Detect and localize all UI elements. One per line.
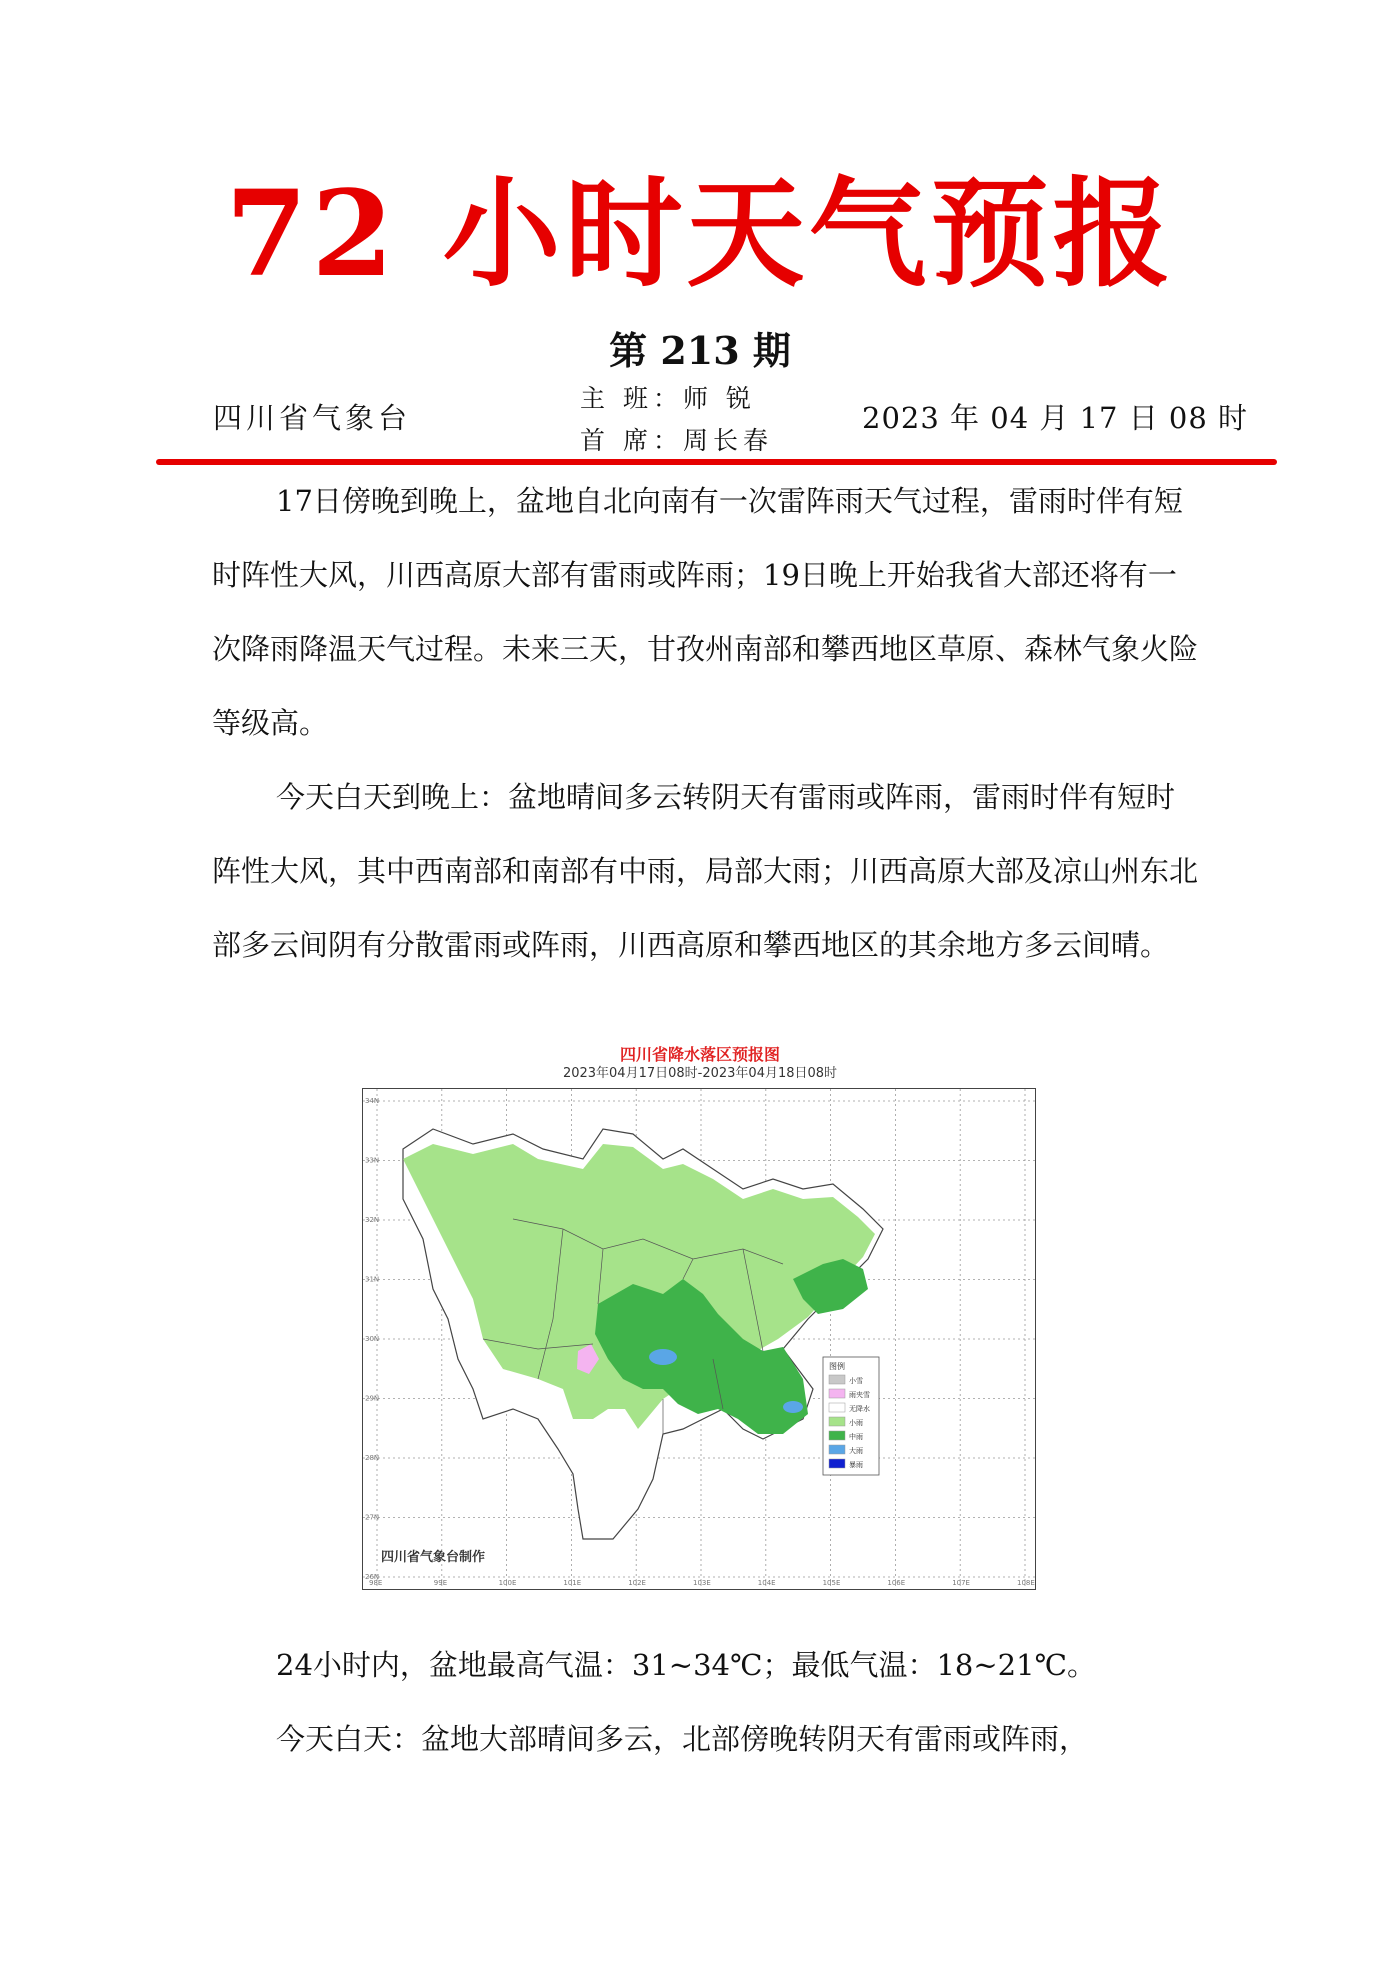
duty-chief: 首 席：周长春 [580, 426, 773, 455]
document-title: 72 小时天气预报 [225, 164, 1175, 303]
map-graphic [363, 1089, 1035, 1589]
lat-tick-label: 33N [365, 1156, 380, 1165]
issue-date: 2023 年 04 月 17 日 08 时 [862, 401, 1249, 435]
legend-swatch [829, 1403, 845, 1412]
lat-tick-label: 26N [365, 1573, 380, 1581]
legend-swatch [829, 1417, 845, 1426]
lat-tick-label: 30N [365, 1335, 380, 1343]
temperature-section [212, 1628, 1202, 1776]
agency-name: 四川省气象台 [213, 401, 412, 435]
lon-tick-label: 104E [757, 1579, 776, 1587]
lon-tick-label: 98E [369, 1579, 383, 1587]
paragraph-temperature: 24小时内，盆地最高气温：31~34℃；最低气温：18~21℃。 [276, 1648, 1096, 1682]
legend-label: 暴雨 [849, 1461, 863, 1469]
lon-tick-label: 106E [887, 1579, 906, 1587]
legend-swatch [829, 1389, 845, 1398]
legend-label: 雨夹雪 [849, 1391, 870, 1399]
lon-tick-label: 101E [563, 1579, 582, 1587]
lon-tick-label: 100E [498, 1579, 517, 1587]
lat-tick-label: 28N [365, 1454, 380, 1462]
lat-tick-label: 32N [365, 1216, 380, 1224]
paragraph-overview: 17日傍晚到晚上，盆地自北向南有一次雷阵雨天气过程，雷雨时伴有短时阵性大风，川西高原大部有雷雨或阵雨；19日晚上开始我省大部还将有一次降雨降温天气过程。未来三天，甘孜州南部和攀西地区草原、森林气象火险等级高。 [212, 484, 1199, 740]
lon-tick-label: 103E [693, 1579, 711, 1587]
map-title: 四川省降水落区预报图 [619, 1045, 780, 1064]
lat-tick-label: 31N [365, 1275, 380, 1284]
map-credit: 四川省气象台制作 [381, 1550, 486, 1565]
legend-label: 大雨 [849, 1447, 863, 1455]
paragraph-today: 今天白天到晚上：盆地晴间多云转阴天有雷雨或阵雨，雷雨时伴有短时阵性大风，其中西南部和南部有中雨，局部大雨；川西高原大部及凉山州东北部多云间阴有分散雷雨或阵雨，川西高原和攀西地区的其余地方多云间晴。 [212, 780, 1199, 962]
map-frame [362, 1088, 1036, 1590]
lon-tick-label: 107E [952, 1579, 970, 1587]
lon-tick-label: 105E [822, 1579, 841, 1587]
map-legend [823, 1357, 879, 1475]
legend-label: 小雨 [849, 1419, 863, 1427]
legend-label: 中雨 [849, 1433, 863, 1441]
duty-main: 主 班：师 锐 [580, 384, 756, 413]
map-subtitle: 2023年04月17日08时-2023年04月18日08时 [562, 1066, 838, 1081]
legend-swatch [829, 1375, 845, 1384]
summary-section [212, 464, 1202, 982]
lat-tick-label: 29N [365, 1394, 380, 1403]
lon-tick-label: 102E [628, 1579, 646, 1587]
issue-number: 第 213 期 [609, 328, 791, 373]
lon-tick-label: 108E [1017, 1579, 1035, 1587]
lat-tick-label: 27N [365, 1513, 380, 1522]
heavy-rain-area [649, 1349, 677, 1365]
lon-tick-label: 99E [433, 1579, 448, 1587]
legend-title: 图例 [829, 1362, 845, 1371]
legend-swatch [829, 1459, 845, 1468]
precipitation-map [344, 1042, 1056, 1600]
duty-staff [580, 378, 773, 462]
legend-swatch [829, 1445, 845, 1454]
legend-swatch [829, 1431, 845, 1440]
legend-label: 小雪 [849, 1377, 863, 1385]
lat-tick-label: 34N [365, 1097, 380, 1105]
legend-label: 无降水 [849, 1405, 870, 1413]
heavy-rain-area-2 [783, 1401, 803, 1413]
paragraph-daytime: 今天白天：盆地大部晴间多云，北部傍晚转阴天有雷雨或阵雨， [276, 1722, 1089, 1756]
